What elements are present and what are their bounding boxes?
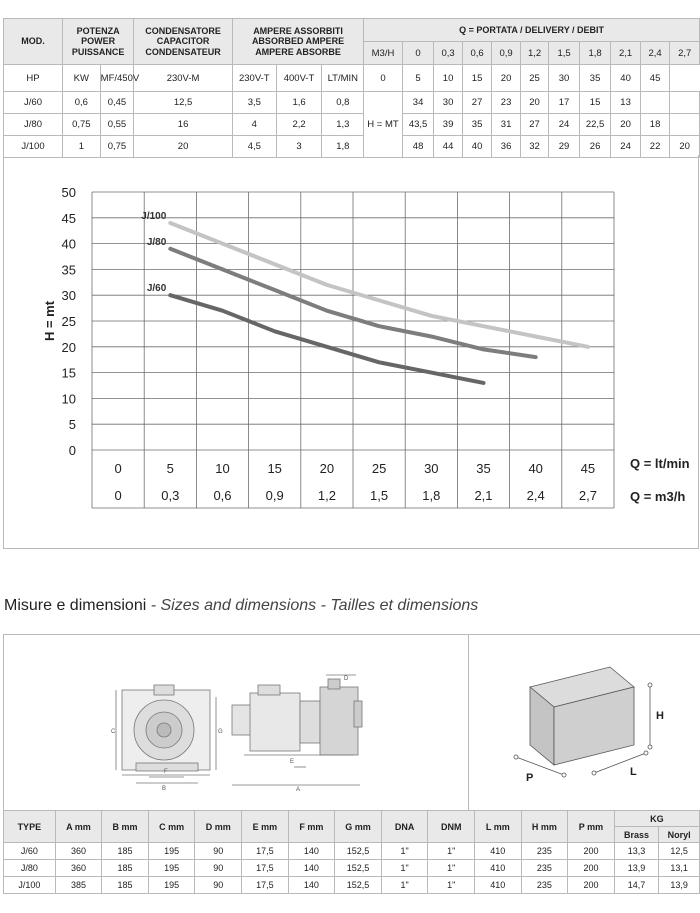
cell-head: 35	[462, 114, 492, 136]
cell-a1: 4	[232, 114, 276, 136]
dim-cell: 152,5	[335, 877, 382, 894]
dim-cell: 17,5	[242, 877, 289, 894]
x-tick-label-ltmin: 15	[267, 461, 282, 476]
dim-label-e: E	[290, 759, 295, 765]
y-tick-label: 15	[61, 365, 76, 381]
cell-a3: 0,8	[322, 92, 364, 114]
m3h-value: 2,1	[611, 42, 641, 65]
cell-hp: 0,75	[63, 114, 101, 136]
section-title-main: Misure e dimensioni	[4, 597, 147, 614]
dim-cell: J/80	[4, 860, 56, 877]
cell-hp: 1	[63, 136, 101, 158]
cell-head: 20	[520, 92, 548, 114]
cell-hp: 0,6	[63, 92, 101, 114]
x-tick-label-m3h: 1,8	[422, 488, 441, 503]
m3h-value: 0	[402, 42, 434, 65]
y-tick-label: 10	[61, 391, 76, 407]
dim-cell: 360	[55, 860, 102, 877]
dim-cell: 185	[102, 843, 149, 860]
x-tick-label-ltmin: 10	[215, 461, 230, 476]
cell-head: 17	[549, 92, 580, 114]
dim-cell: 14,7	[614, 877, 659, 894]
dim-label-f: F	[164, 769, 168, 775]
dim-cell: 140	[288, 843, 335, 860]
dim-header: F mm	[288, 811, 335, 843]
cell-head: 24	[611, 136, 641, 158]
x-tick-label-ltmin: 40	[528, 461, 543, 476]
y-axis-label: H = mt	[42, 300, 57, 342]
dim-cell: 410	[475, 843, 522, 860]
x-tick-label-ltmin: 35	[476, 461, 491, 476]
dim-header: DNM	[428, 811, 475, 843]
dim-header: DNA	[381, 811, 428, 843]
series-line-j100	[170, 223, 588, 347]
dim-header: G mm	[335, 811, 382, 843]
cell-head: 43,5	[402, 114, 434, 136]
dim-cell: 90	[195, 843, 242, 860]
dim-cell: J/100	[4, 877, 56, 894]
dim-header: E mm	[242, 811, 289, 843]
dim-cell: 185	[102, 860, 149, 877]
ampere-header: AMPERE ASSORBITI ABSORBED AMPERE AMPERE ABSORBE	[232, 19, 363, 65]
ltmin-value: 35	[579, 65, 611, 92]
dim-header: H mm	[521, 811, 568, 843]
dim-cell: 195	[148, 860, 195, 877]
cell-a2: 3	[276, 136, 322, 158]
capacitor-header: CONDENSATORE CAPACITOR CONDENSATEUR	[134, 19, 233, 65]
dim-cell: 1"	[381, 843, 428, 860]
cell-mf: 12,5	[134, 92, 233, 114]
dim-cell: 1"	[428, 860, 475, 877]
cell-head: 27	[462, 92, 492, 114]
cell-head: 30	[434, 92, 462, 114]
table-row	[4, 92, 700, 114]
kg-header: KG	[614, 811, 699, 827]
dim-header: P mm	[568, 811, 615, 843]
dim-cell: 1"	[428, 843, 475, 860]
cell-head: 22,5	[579, 114, 611, 136]
dim-cell: 195	[148, 843, 195, 860]
x-tick-label-m3h: 2,4	[526, 488, 545, 503]
cell-a1: 3,5	[232, 92, 276, 114]
cell-mod: J/60	[4, 92, 63, 114]
ltmin-label: LT/MIN	[322, 65, 364, 92]
dim-cell: 90	[195, 860, 242, 877]
dim-cell: 235	[521, 843, 568, 860]
m3h-value: 0,6	[462, 42, 492, 65]
dim-cell: 13,9	[614, 860, 659, 877]
dimension-drawings	[3, 634, 700, 811]
performance-table	[3, 18, 700, 158]
y-tick-label: 25	[61, 314, 76, 329]
x-tick-label-ltmin: 25	[371, 461, 387, 476]
head-unit-label: H = MT	[364, 92, 403, 158]
delivery-header: Q = PORTATA / DELIVERY / DEBIT	[364, 19, 700, 42]
box-label-p: P	[526, 772, 534, 784]
cell-head: 31	[492, 114, 520, 136]
cell-head: 20	[670, 136, 700, 158]
cell-head: 27	[520, 114, 548, 136]
y-tick-label: 45	[61, 210, 76, 226]
dim-cell: 195	[148, 877, 195, 894]
dim-cell: 13,9	[659, 877, 700, 894]
dim-cell: 140	[288, 877, 335, 894]
dim-header: D mm	[195, 811, 242, 843]
section-title-sub: - Sizes and dimensions - Tailles et dimensions	[146, 597, 479, 614]
box-label-l: L	[630, 766, 637, 778]
dim-cell: 200	[568, 843, 615, 860]
cell-head	[640, 92, 670, 114]
cell-head: 36	[492, 136, 520, 158]
m3h-value: 1,2	[520, 42, 548, 65]
power-header: POTENZA POWER PUISSANCE	[63, 19, 134, 65]
dim-cell: 13,3	[614, 843, 659, 860]
mod-header: MOD.	[4, 19, 63, 65]
box-label-h: H	[656, 710, 664, 722]
y-tick-label: 20	[61, 339, 76, 355]
cell-a2: 1,6	[276, 92, 322, 114]
dim-header: B mm	[102, 811, 149, 843]
x-tick-label-m3h: 0,6	[213, 488, 232, 503]
ltmin-value: 45	[640, 65, 670, 92]
cell-kw: 0,55	[100, 114, 134, 136]
cell-head	[670, 114, 700, 136]
m3h-value: 0,3	[434, 42, 462, 65]
section-title	[4, 597, 478, 615]
dim-label-b: B	[162, 786, 167, 792]
dim-cell: 200	[568, 860, 615, 877]
x-axis-label-m3h: Q = m3/h	[630, 489, 686, 504]
mf-header: MF/450V	[100, 65, 134, 92]
cell-mod: J/100	[4, 136, 63, 158]
x-tick-label-m3h: 2,1	[474, 488, 493, 503]
dim-label-a: A	[296, 787, 301, 793]
x-tick-label-ltmin: 30	[424, 461, 439, 476]
dim-cell: 17,5	[242, 843, 289, 860]
noryl-header: Noryl	[659, 827, 700, 843]
ltmin-value: 40	[611, 65, 641, 92]
ltmin-value: 5	[402, 65, 434, 92]
cell-head: 44	[434, 136, 462, 158]
ltmin-value: 15	[462, 65, 492, 92]
dim-label-g: G	[218, 729, 223, 735]
cell-head: 39	[434, 114, 462, 136]
cell-head: 15	[579, 92, 611, 114]
cell-head: 18	[640, 114, 670, 136]
cell-kw: 0,45	[100, 92, 134, 114]
dim-cell: 235	[521, 877, 568, 894]
dim-cell: 200	[568, 877, 615, 894]
dim-header: TYPE	[4, 811, 56, 843]
dim-cell: 152,5	[335, 860, 382, 877]
cell-head	[670, 92, 700, 114]
x-tick-label-m3h: 1,2	[317, 488, 336, 503]
cell-head: 13	[611, 92, 641, 114]
cell-a2: 2,2	[276, 114, 322, 136]
y-tick-label: 40	[61, 236, 76, 252]
cell-kw: 0,75	[100, 136, 134, 158]
cell-a3: 1,3	[322, 114, 364, 136]
m3h-value: 0,9	[492, 42, 520, 65]
x-tick-label-m3h: 2,7	[578, 488, 597, 503]
cell-head: 22	[640, 136, 670, 158]
ltmin-value: 10	[434, 65, 462, 92]
dim-header: L mm	[475, 811, 522, 843]
v230t-header: 230V-T	[232, 65, 276, 92]
y-tick-label: 50	[61, 185, 76, 200]
cell-head: 29	[549, 136, 580, 158]
dim-cell: 360	[55, 843, 102, 860]
dim-cell: 12,5	[659, 843, 700, 860]
ltmin-value: 25	[520, 65, 548, 92]
series-label: J/80	[146, 236, 167, 248]
m3h-value: 2,7	[670, 42, 700, 65]
x-tick-label-ltmin: 20	[319, 461, 335, 476]
m3h-value: 1,5	[549, 42, 580, 65]
ltmin-value: 20	[492, 65, 520, 92]
x-tick-label-m3h: 1,5	[370, 488, 389, 503]
cell-mod: J/80	[4, 114, 63, 136]
table-row	[4, 860, 700, 877]
dim-header: C mm	[148, 811, 195, 843]
hp-header: HP	[4, 65, 63, 92]
cell-head: 48	[402, 136, 434, 158]
v400t-header: 400V-T	[276, 65, 322, 92]
table-row	[4, 877, 700, 894]
cell-head: 24	[549, 114, 580, 136]
y-tick-label: 5	[68, 417, 76, 433]
cell-head: 32	[520, 136, 548, 158]
dim-cell: 385	[55, 877, 102, 894]
m3h-value: 2,4	[640, 42, 670, 65]
cell-head: 34	[402, 92, 434, 114]
series-label: J/100	[141, 210, 167, 222]
brass-header: Brass	[614, 827, 659, 843]
dim-cell: 90	[195, 877, 242, 894]
dim-cell: 1"	[428, 877, 475, 894]
dim-cell: 1"	[381, 860, 428, 877]
dim-cell: J/60	[4, 843, 56, 860]
dim-cell: 152,5	[335, 843, 382, 860]
cell-head: 23	[492, 92, 520, 114]
performance-chart	[3, 155, 699, 549]
y-tick-label: 30	[61, 288, 76, 304]
cell-a1: 4,5	[232, 136, 276, 158]
x-tick-label-m3h: 0,3	[161, 488, 180, 503]
x-tick-label-m3h: 0,9	[265, 488, 284, 503]
x-tick-label-ltmin: 0	[114, 461, 122, 476]
table-row	[4, 114, 700, 136]
cell-head: 40	[462, 136, 492, 158]
dim-cell: 13,1	[659, 860, 700, 877]
dim-cell: 410	[475, 860, 522, 877]
dim-cell: 410	[475, 877, 522, 894]
cell-mf: 20	[134, 136, 233, 158]
x-tick-label-ltmin: 45	[580, 461, 596, 476]
pump-drawing	[4, 635, 700, 811]
kw-header: KW	[63, 65, 101, 92]
drawing-divider	[468, 635, 469, 811]
x-tick-label-ltmin: 5	[166, 461, 174, 476]
table-row	[4, 843, 700, 860]
dim-cell: 235	[521, 860, 568, 877]
x-tick-label-m3h: 0	[114, 488, 122, 503]
dim-cell: 17,5	[242, 860, 289, 877]
m3h-value: 1,8	[579, 42, 611, 65]
cell-a3: 1,8	[322, 136, 364, 158]
v230m-header: 230V-M	[134, 65, 233, 92]
cell-mf: 16	[134, 114, 233, 136]
dim-cell: 140	[288, 860, 335, 877]
cell-head: 26	[579, 136, 611, 158]
series-label: J/60	[146, 283, 167, 295]
y-tick-label: 0	[68, 443, 76, 458]
dim-label-d: D	[344, 676, 349, 682]
y-tick-label: 35	[61, 262, 76, 278]
dim-cell: 185	[102, 877, 149, 894]
m3h-label: M3/H	[364, 42, 403, 65]
dim-header: A mm	[55, 811, 102, 843]
ltmin-value: 30	[549, 65, 580, 92]
dim-cell: 1"	[381, 877, 428, 894]
ltmin-value: 0	[364, 65, 403, 92]
cell-head: 20	[611, 114, 641, 136]
x-axis-label-ltmin: Q = lt/min	[630, 456, 690, 471]
dimensions-table	[3, 810, 700, 894]
dim-label-c: C	[111, 729, 116, 735]
